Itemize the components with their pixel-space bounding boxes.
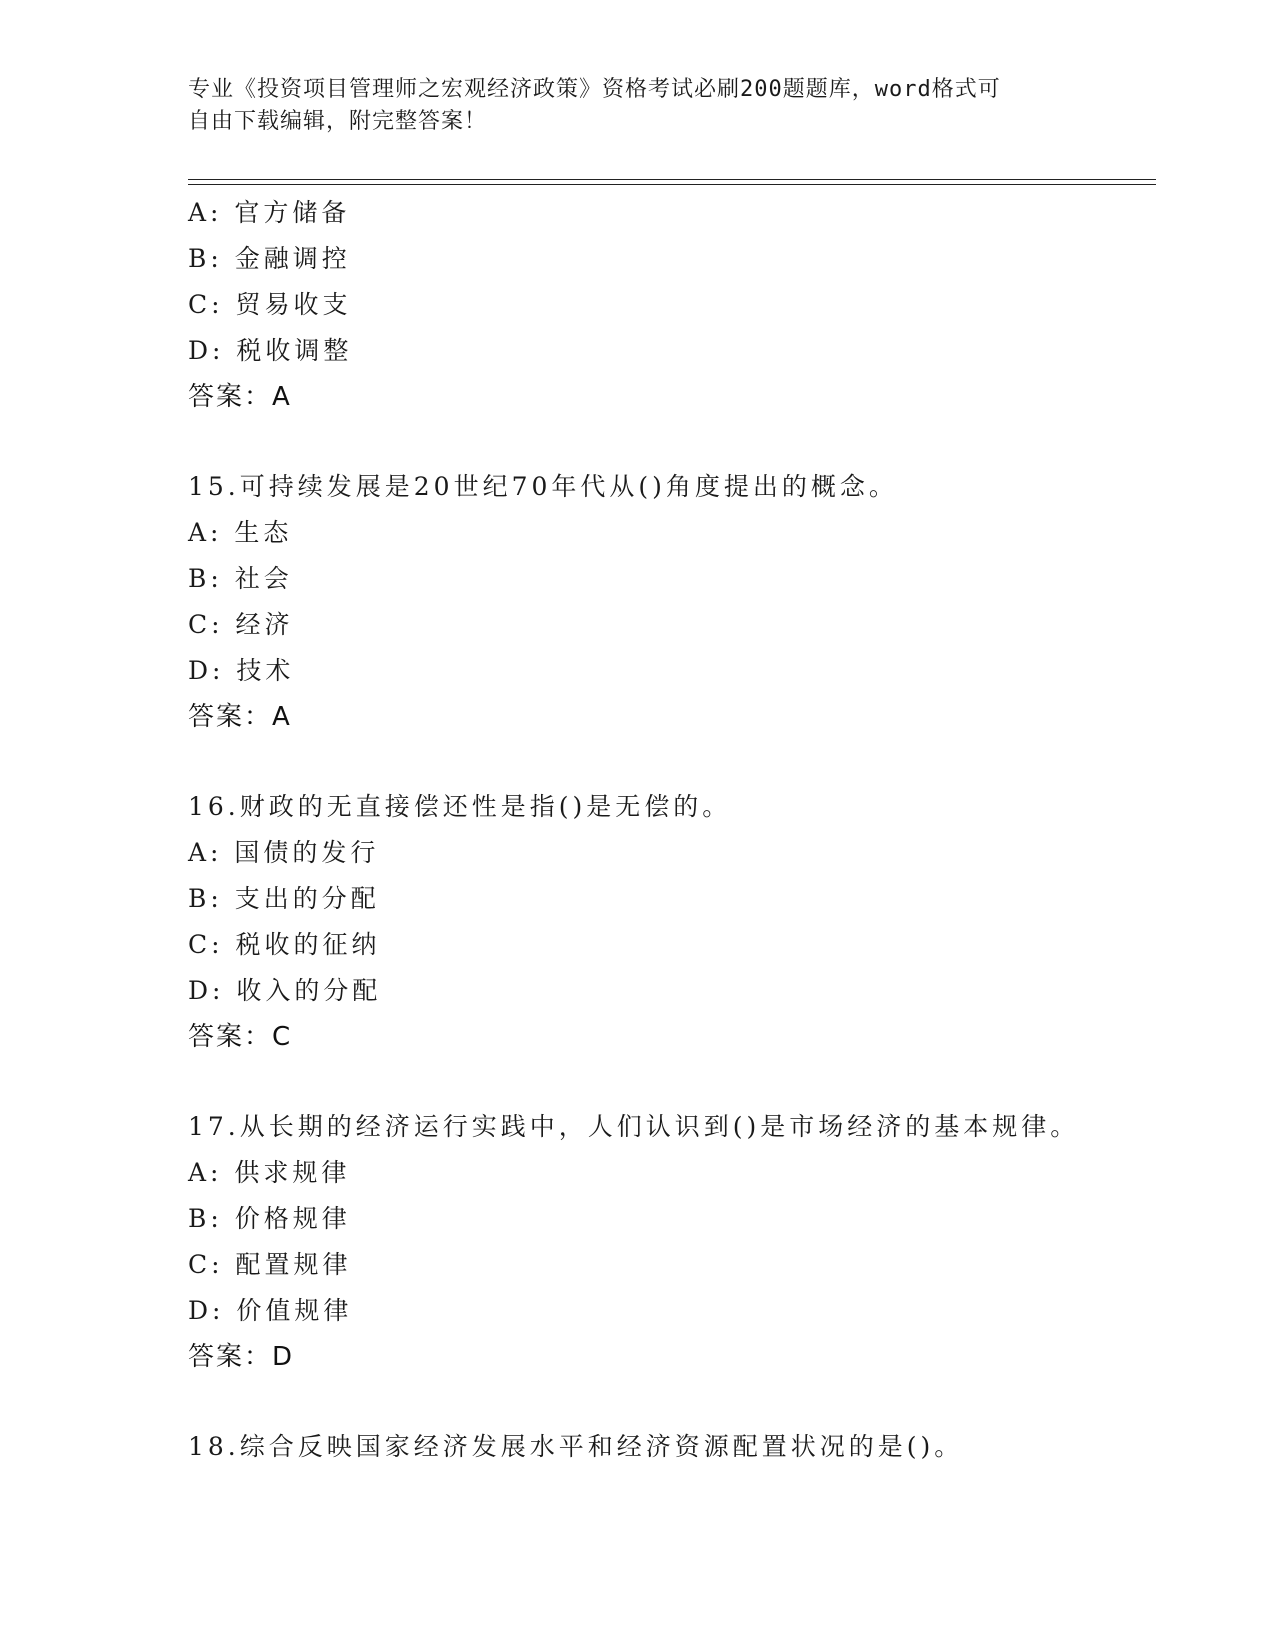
header-line-1: 专业《投资项目管理师之宏观经济政策》资格考试必刷200题题库，word格式可 (188, 77, 1001, 102)
option-b: B: 价格规律 (188, 1204, 351, 1233)
block-spacer (188, 420, 1156, 464)
question-block-18 (188, 1424, 1156, 1470)
question-text: 16.财政的无直接偿还性是指()是无偿的。 (188, 792, 732, 821)
question-list (188, 190, 1156, 1470)
answer-line: 答案：D (188, 1342, 295, 1372)
option-c: C: 经济 (188, 610, 294, 639)
option-a: A: 供求规律 (188, 1158, 351, 1187)
option-b: B: 支出的分配 (188, 884, 380, 913)
question-block-16 (188, 784, 1156, 1060)
header-divider-bottom (188, 184, 1156, 185)
block-spacer (188, 740, 1156, 784)
option-b: B: 金融调控 (188, 244, 351, 273)
option-c: C: 配置规律 (188, 1250, 352, 1279)
header-line-2: 自由下载编辑，附完整答案！ (188, 109, 488, 134)
question-block-14 (188, 190, 1156, 420)
header-divider-top (188, 179, 1156, 180)
option-b: B: 社会 (188, 564, 293, 593)
block-spacer (188, 1380, 1156, 1424)
option-a: A: 生态 (188, 518, 293, 547)
answer-line: 答案：A (188, 382, 292, 412)
option-d: D: 价值规律 (188, 1296, 353, 1325)
option-a: A: 国债的发行 (188, 838, 380, 867)
question-text: 18.综合反映国家经济发展水平和经济资源配置状况的是()。 (188, 1432, 964, 1461)
question-text: 17.从长期的经济运行实践中，人们认识到()是市场经济的基本规律。 (188, 1112, 1080, 1141)
block-spacer (188, 1060, 1156, 1104)
option-d: D: 收入的分配 (188, 976, 382, 1005)
option-c: C: 贸易收支 (188, 290, 352, 319)
option-a: A: 官方储备 (188, 198, 351, 227)
answer-line: 答案：C (188, 1022, 293, 1052)
option-d: D: 技术 (188, 656, 295, 685)
answer-line: 答案：A (188, 702, 292, 732)
question-text: 15.可持续发展是20世纪70年代从()角度提出的概念。 (188, 472, 898, 501)
question-block-17 (188, 1104, 1156, 1380)
document-header (188, 74, 1068, 138)
option-c: C: 税收的征纳 (188, 930, 381, 959)
option-d: D: 税收调整 (188, 336, 353, 365)
question-block-15 (188, 464, 1156, 740)
